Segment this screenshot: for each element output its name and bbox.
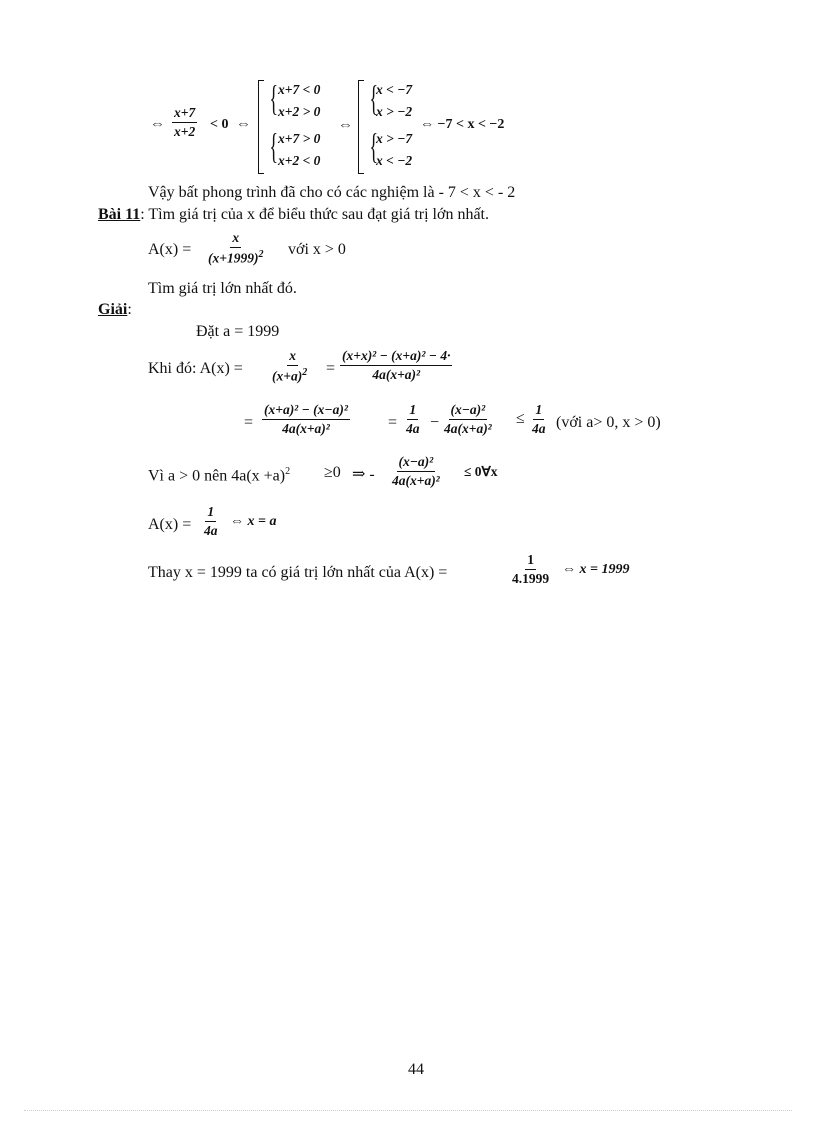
A-prefix: A(x) = bbox=[148, 241, 192, 258]
exercise-text: : Tìm giá trị của x để biểu thức sau đạt giá trị lớn nhất. bbox=[140, 206, 489, 223]
eq-fraction-4: $\frac{1}{4a}$ bbox=[532, 402, 546, 436]
A-condition: với x > 0 bbox=[288, 241, 346, 258]
iff-symbol: ⇔ bbox=[150, 116, 165, 132]
system2-row3: x > −7 bbox=[376, 131, 413, 146]
brace-1b: { bbox=[269, 126, 278, 166]
less-than-zero: < 0 bbox=[210, 117, 229, 132]
system1-row1: x+7 < 0 bbox=[278, 82, 321, 97]
system2-row4: x < −2 bbox=[376, 153, 413, 168]
khi-do-line: Khi đó: A(x) = $\frac{x}{(x+a)^2}$ = $\frac{\text{(x+x)² − (x+a)² − 4·}}{\text{4a(x+a)²}}$ bbox=[148, 348, 451, 384]
A-fraction: $\frac{x}{(x+1999)^2}$ bbox=[208, 230, 264, 266]
footer-divider bbox=[24, 1110, 792, 1111]
since-line: Vì a > 0 nên $4a(x +a)^2$ ≥0 ⇒ - $\frac{\text{(x−a)²}}{\text{4a(x+a)²}}$ ≤ 0∀x bbox=[148, 454, 498, 488]
max-fraction: $\frac{1}{4a}$ bbox=[204, 504, 218, 538]
exercise-11-heading bbox=[98, 206, 489, 224]
solution-heading: Giải: bbox=[98, 301, 132, 318]
iff-symbol-2: ⇔ bbox=[236, 116, 251, 132]
system2-row2: x > −2 bbox=[376, 104, 413, 119]
eq-fraction-1: $\frac{\text{(x+a)² − (x−a)²}}{\text{4a(x+a)²}}$ bbox=[264, 402, 348, 436]
max-value-line: A(x) = $\frac{1}{4a}$ ⇔ x = a bbox=[148, 504, 277, 538]
set-a-text: Đặt a = 1999 bbox=[196, 323, 280, 340]
brace-2b: { bbox=[369, 126, 378, 166]
system-bracket-1 bbox=[258, 80, 264, 174]
fraction-x7-over-x2: $\frac{x+7}{x+2}$ bbox=[174, 105, 196, 139]
khido-fraction-1: $\frac{x}{(x+a)^2}$ bbox=[272, 348, 308, 384]
system1-row4: x+2 < 0 bbox=[278, 153, 321, 168]
eq-fraction-2: $\frac{1}{4a}$ bbox=[406, 402, 420, 436]
equality-chain: = $\frac{\text{(x+a)² − (x−a)²}}{\text{4a(x+a)²}}$ = $\frac{1}{4a}$ − $\frac{\text{(x−a)²}}{\text{4a(x+a)²}}$ ≤ $\frac{1}{4a}$ (với a> 0, x > 0) bbox=[244, 402, 661, 436]
solution-interval: ⇔ −7 < x < −2 bbox=[420, 117, 505, 132]
conclusion-text: Vậy bất phong trình đã cho có các nghiệm là - 7 < x < - 2 bbox=[148, 184, 516, 201]
system-bracket-2 bbox=[358, 80, 364, 174]
substitute-fraction: $\frac{1}{4.1999}$ bbox=[512, 552, 550, 586]
task-text: Tìm giá trị lớn nhất đó. bbox=[148, 280, 297, 297]
condition-text: (với a> 0, x > 0) bbox=[556, 414, 661, 431]
eq-fraction-3: $\frac{\text{(x−a)²}}{\text{4a(x+a)²}}$ bbox=[444, 402, 492, 436]
substitute-line: Thay x = 1999 ta có giá trị lớn nhất của A(x) = $\frac{1}{4.1999}$ ⇔ x = 1999 bbox=[148, 552, 630, 586]
system2-row1: x < −7 bbox=[376, 82, 413, 97]
since-fraction: $\frac{\text{(x−a)²}}{\text{4a(x+a)²}}$ bbox=[392, 454, 440, 488]
khido-fraction-2: $\frac{\text{(x+x)² − (x+a)² − 4·}}{\text{4a(x+a)²}}$ bbox=[342, 348, 451, 382]
system1-row3: x+7 > 0 bbox=[278, 131, 321, 146]
brace-1a: { bbox=[269, 78, 278, 118]
brace-2a: { bbox=[369, 78, 378, 118]
page-number: 44 bbox=[408, 1061, 424, 1078]
system1-row2: x+2 > 0 bbox=[278, 104, 321, 119]
iff-symbol-3: ⇔ bbox=[338, 117, 353, 133]
exercise-label: Bài 11 bbox=[98, 206, 141, 223]
